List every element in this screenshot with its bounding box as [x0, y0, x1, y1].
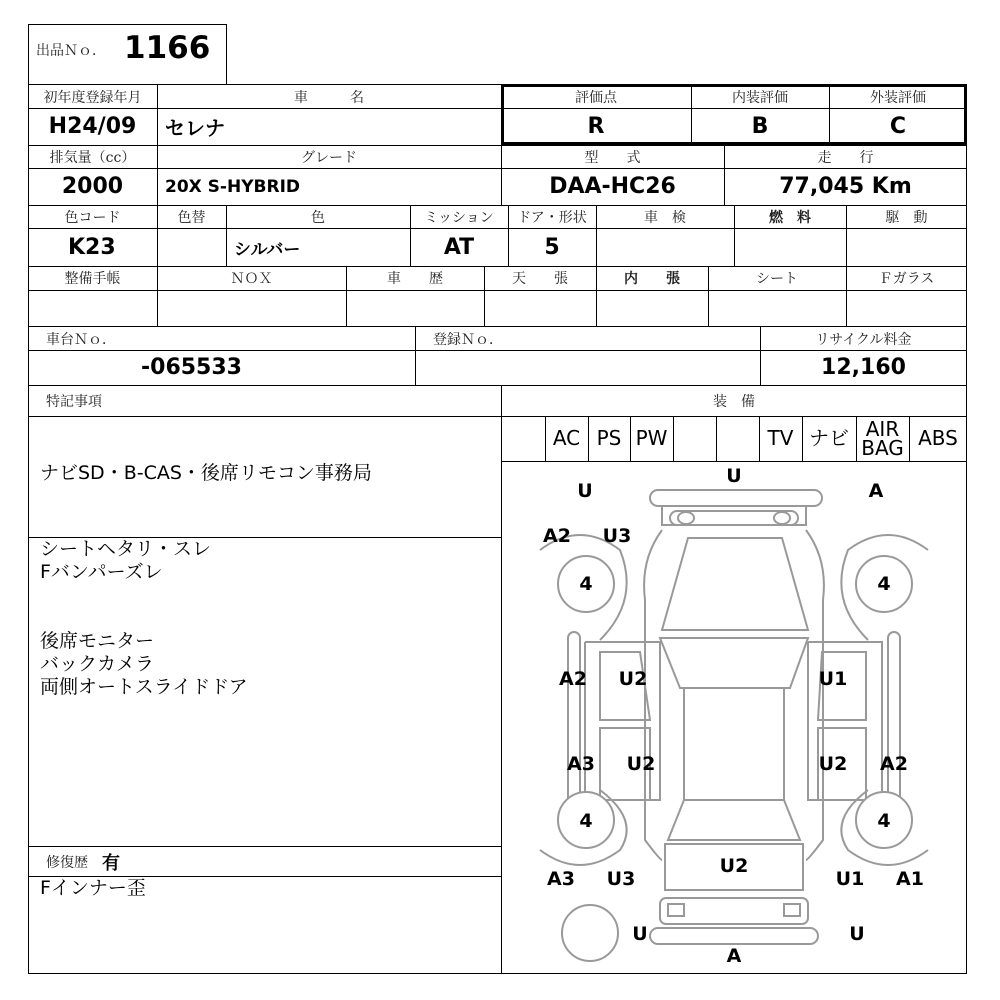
- grade-value: 20X S-HYBRID: [165, 176, 301, 197]
- damage-mark: U: [849, 923, 865, 945]
- lot-label: 出品Ｎｏ．: [36, 43, 106, 59]
- displacement-value: 2000: [61, 174, 124, 199]
- notes-block-2: シートヘタリ・スレ Fバンパーズレ 後席モニター バックカメラ 両側オートスライドドア: [40, 538, 248, 698]
- mileage-label: 走 行: [817, 149, 874, 166]
- equipment-item-blank: [716, 416, 759, 461]
- door-label: ドア・形状: [517, 209, 587, 226]
- damage-mark: 4: [579, 573, 593, 595]
- damage-mark: U: [577, 480, 593, 502]
- rule: [28, 846, 501, 847]
- seat-label: シート: [756, 271, 798, 287]
- damage-mark: U1: [835, 868, 865, 890]
- equipment-airbag: AIR BAG: [861, 416, 904, 460]
- damage-mark: A3: [567, 753, 595, 775]
- drive-value: [846, 228, 967, 266]
- first-registration-label: 初年度登録年月: [43, 89, 142, 106]
- front-glass-label: Ｆガラス: [878, 271, 935, 287]
- interior-trim-label: 内 張: [624, 271, 680, 287]
- chassis-number-value: -065533: [141, 355, 242, 380]
- equipment-navi: ナビ: [809, 426, 849, 450]
- damage-mark: U2: [618, 668, 648, 690]
- score-value: R: [587, 114, 605, 139]
- equipment-label: 装 備: [713, 394, 755, 410]
- first-registration-value: H24/09: [48, 114, 137, 139]
- spare-wheel-shape: [562, 905, 618, 961]
- fuel-label: 燃 料: [769, 209, 811, 226]
- inspection-label: 車 検: [644, 209, 686, 226]
- equipment-pw: PW: [635, 426, 668, 450]
- color-label: 色: [311, 209, 325, 226]
- damage-mark: A3: [547, 868, 575, 890]
- damage-mark: A: [726, 945, 742, 967]
- rear-bumper-shape: [650, 928, 818, 944]
- damage-mark: U3: [606, 868, 636, 890]
- model-label: 型 式: [584, 149, 641, 166]
- damage-mark: A: [868, 480, 884, 502]
- rear-bumper-shape: [660, 898, 808, 924]
- windshield-shape: [660, 638, 808, 688]
- front-bumper-shape: [662, 506, 806, 525]
- damage-mark: A1: [896, 868, 924, 890]
- notes-block-1: ナビSD・B-CAS・後席リモコン事務局: [40, 462, 372, 484]
- front-bumper-shape: [650, 490, 822, 506]
- fuel-value: [734, 228, 846, 266]
- registration-number-value: [415, 350, 760, 385]
- damage-mark: 4: [877, 810, 891, 832]
- damage-mark: U2: [626, 753, 656, 775]
- recycle-fee-value: 12,160: [821, 355, 906, 380]
- right-step-shape: [888, 632, 900, 808]
- rear-bumper-shape: [784, 904, 800, 916]
- rear-bumper-shape: [668, 904, 684, 916]
- rule: [28, 290, 967, 291]
- mission-value: AT: [443, 234, 475, 260]
- inspection-value: [596, 228, 734, 266]
- damage-mark: U: [632, 923, 648, 945]
- color-value: シルバー: [234, 239, 301, 260]
- model-value: DAA-HC26: [549, 174, 676, 199]
- damage-mark: 4: [877, 573, 891, 595]
- recycle-fee-label: リサイクル料金: [815, 331, 912, 348]
- repair-note: Fインナー歪: [40, 877, 146, 899]
- headliner-label: 天 張: [512, 271, 568, 287]
- car-history-label: 車 歴: [387, 271, 443, 287]
- repair-history-row: [46, 848, 120, 876]
- damage-mark: U2: [719, 855, 749, 877]
- front-emblem-shape: [678, 512, 694, 524]
- lot-number: 1166: [124, 30, 211, 66]
- damage-mark: U: [726, 465, 742, 487]
- equipment-ac: AC: [552, 426, 581, 450]
- notes-label: 特記事項: [46, 394, 102, 410]
- damage-mark: A2: [543, 525, 571, 547]
- rear-window-shape: [668, 800, 800, 840]
- equipment-tv: TV: [767, 426, 794, 450]
- registration-number-label: 登録Ｎｏ．: [433, 331, 503, 348]
- damage-mark: 4: [579, 810, 593, 832]
- color-code-label: 色コード: [64, 209, 121, 226]
- equipment-item-blank: [501, 416, 545, 461]
- grade-label: グレード: [301, 149, 357, 166]
- equipment-abs: ABS: [918, 426, 958, 450]
- displacement-label: 排気量（cc）: [49, 149, 136, 166]
- damage-mark: U2: [818, 753, 848, 775]
- chassis-number-label: 車台Ｎｏ．: [46, 331, 116, 348]
- interior-rating-value: B: [751, 114, 769, 139]
- damage-mark: A2: [559, 668, 587, 690]
- front-emblem-shape: [774, 512, 790, 524]
- damage-mark: U1: [818, 668, 848, 690]
- damage-mark: A2: [880, 753, 908, 775]
- mileage-value: 77,045 Km: [779, 174, 912, 199]
- exterior-rating-value: C: [889, 114, 907, 139]
- repair-history-label: 修復歴: [46, 855, 88, 871]
- interior-rating-label: 内装評価: [732, 89, 788, 106]
- mission-label: ミッション: [424, 209, 494, 226]
- damage-mark: U3: [602, 525, 632, 547]
- nox-label: ＮＯＸ: [230, 271, 273, 287]
- color-change-label: 色替: [177, 209, 206, 226]
- exterior-rating-label: 外装評価: [870, 89, 926, 106]
- door-value: 5: [544, 234, 560, 260]
- color-code-value: K23: [68, 234, 116, 260]
- maintenance-record-label: 整備手帳: [64, 271, 121, 287]
- left-step-shape: [568, 632, 580, 808]
- color-change-value: [157, 228, 226, 266]
- equipment-item-blank: [673, 416, 716, 461]
- hood-shape: [662, 538, 808, 630]
- equipment-ps: PS: [596, 426, 622, 450]
- car-name-label: 車 名: [294, 89, 364, 106]
- drive-label: 駆 動: [885, 209, 928, 226]
- score-label: 評価点: [575, 89, 617, 106]
- roof-shape: [684, 688, 784, 800]
- repair-history-value: 有: [102, 853, 120, 874]
- car-name-value: セレナ: [165, 116, 225, 140]
